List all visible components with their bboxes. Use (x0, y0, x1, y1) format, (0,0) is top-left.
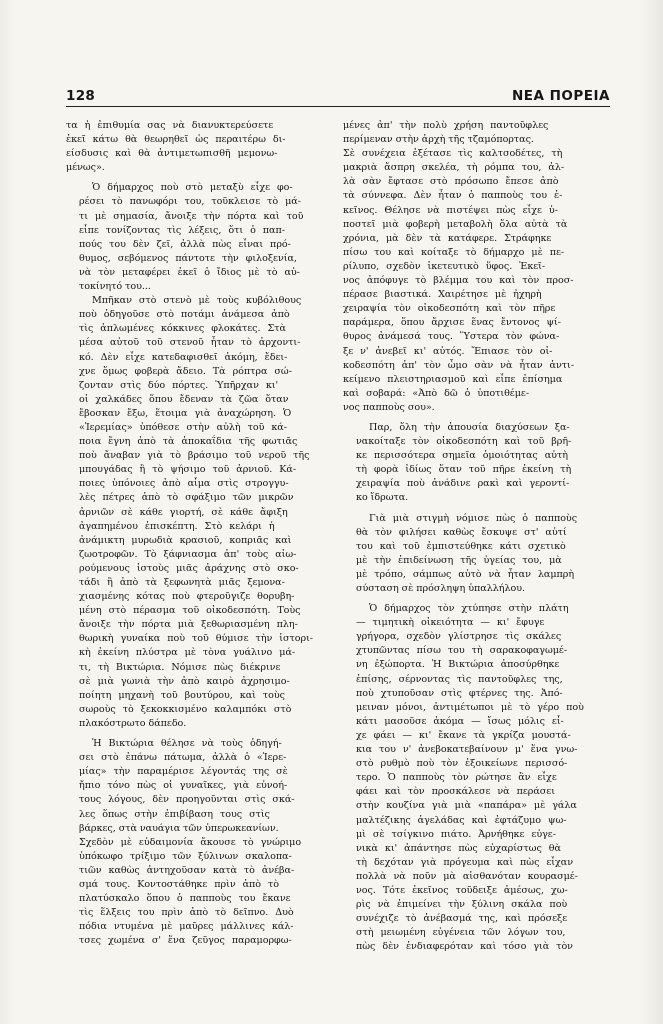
header-rule (66, 106, 610, 107)
text-line: χιασμένης κότας ποὺ φτεροῦγιζε θορυβη- (79, 591, 295, 603)
text-line: ἔβοσκαν ἔξω, ἕτοιμα γιὰ ἀναχώρηση. Ὁ (79, 407, 292, 419)
text-line: λὰ σὰν ἔφτασε στὸ πρόσωπο ἔπεσε ἀπὸ (343, 176, 559, 188)
text-line: ἄνοιξε τὴν πόρτα μιὰ ξεθωριασμένη πλη- (79, 619, 298, 631)
text-line: πὼς δὲν ἐνδιαφερόταν καὶ τόσο γιὰ τὸν (356, 941, 573, 953)
text-line: τὰ σύννεφα. Δὲν ἦταν ὁ παπποὺς του ἐ- (343, 190, 563, 202)
text-line: νος. Τότε ἐκεῖνος τοῦδειξε ἀμέσως, χω- (356, 884, 568, 896)
text-line: κό. Δὲν εἶχε κατεδαφισθεῖ ἀκόμη, ἔδει- (79, 351, 288, 363)
text-line: θυρος ἀνάμεσά τους. Ὕστερα τὸν φώνα- (343, 331, 560, 343)
text-line: κοδεσπότη ἀπ' τὸν ὦμο σὰν νὰ ἦταν ἀντι- (343, 359, 574, 371)
paragraph (66, 737, 327, 948)
text-line: ποιες ὑπόνοιες ἀπὸ αἷμα στὶς στρογγυ- (79, 478, 289, 490)
text-line: κεῖνος. Θέλησε νὰ πιστέψει πὼς εἶχε ὑ- (343, 204, 558, 216)
text-line: εἶπε τονίζοντας τὶς λέξεις, ὅτι ὁ παπ- (79, 224, 285, 236)
text-line: βάρκες, στὰ ναυάγια τῶν ὑπερωκεανίων. (79, 822, 279, 834)
text-line: ποστεῖ μιὰ φοβερὴ μεταβολὴ ὅλα αὐτὰ τὰ (343, 218, 568, 230)
paragraph (343, 421, 609, 512)
text-line: τι μὲ σημασία, ἄνοιξε τὴν πόρτα καὶ τοῦ (79, 210, 304, 222)
text-line: μέσα αὐτοῦ τοῦ στενοῦ ἦταν τὸ ἀρχοντι- (79, 337, 301, 349)
text-line: συνέχιζε τὸ ἀνέβασμά της, καὶ πρόσεξε (356, 913, 568, 925)
text-line: ποὺ χτυποῦσαν στὶς φτέρνες της. Ἀπό- (356, 687, 563, 699)
text-line: ρέσει τὸ πανωφόρι του, τοῦκλεισε τὸ μά- (79, 196, 301, 208)
text-line: τσες χωμένα σ' ἕνα ζεῦγος παραμορφω- (79, 935, 292, 947)
text-line: Μπῆκαν στὸ στενὸ μὲ τοὺς κυβόλιθους (92, 295, 302, 307)
text-line: Παρ, ὅλη τὴν ἀπουσία διαχύσεων ξα- (369, 421, 570, 433)
text-line: ἀγαπημένου ἐπισκέπτη. Στὸ κελάρι ἡ (79, 520, 275, 532)
text-line: πολλὰ νὰ ποῦν μὰ αἰσθανόταν κουρασμέ- (356, 870, 578, 882)
paragraph (66, 119, 327, 181)
text-line: Σχεδὸν μὲ εὐδαιμονία ἄκουσε τὸ γνώριμο (79, 836, 302, 848)
paragraph (66, 294, 327, 737)
text-line: ρούμενους ἱστοὺς μιᾶς ἀράχνης στὸ σκο- (79, 562, 299, 574)
text-line: νος παπποὺς σου». (343, 401, 435, 413)
text-line: κάτι μασοῦσε ἀκόμα — ἴσως μόλις εἶ- (356, 715, 564, 727)
text-line: κια του ν' ἀνεβοκατεβαίνουν μ' ἕνα γνω- (356, 744, 578, 756)
text-line: κὴ ἐκείνη πλύστρα μὲ τὸνα γυάλινο μά- (79, 647, 296, 659)
text-line: νικὰ κι' ἀπάντησε πὼς εὐχαρίστως θὰ (356, 842, 561, 854)
text-line: πίσω του καὶ κοίταξε τὸ δήμαρχο μὲ πε- (343, 246, 565, 258)
text-line: ἐπίσης, σέρνοντας τὶς παντοῦφλες της, (356, 673, 563, 685)
text-line: θυμος, σεβόμενος πάντοτε τὴν φιλοξενία, (79, 252, 297, 264)
text-line: ἐκεῖ κάτω θὰ θεωρηθεῖ ὡς περαιτέρω δι- (66, 134, 286, 146)
text-line: χρόνια, μὰ δὲν τὰ κατάφερε. Στράφηκε (343, 232, 552, 244)
paragraph (343, 119, 609, 421)
text-line: χειραψία ποὺ ἀνάδινε ρακὶ καὶ γεροντί- (356, 478, 570, 490)
text-line: Ἡ Βικτώρια θέλησε νὰ τοὺς ὁδηγή- (92, 738, 282, 750)
text-line: μὶ σὲ τσίγκινο πιάτο. Ἀρνήθηκε εὐγε- (356, 828, 556, 840)
paragraph (343, 602, 609, 954)
text-line: στὴν κουζίνα γιὰ μιὰ «παπάρα» μὲ γάλα (356, 800, 577, 812)
text-line: νακοίταξε τὸν οἰκοδεσπότη καὶ τοῦ βρῆ- (356, 436, 572, 448)
text-line: χνε ὅμως φοβερὰ ἄδειο. Τὰ ρόπτρα σώ- (79, 365, 292, 377)
text-line: ἀρνιῶν σὲ κάθε γιορτή, σὲ κάθε ἄφιξη (79, 506, 288, 518)
text-line: ρίλυπο, σχεδὸν ἱκετευτικὸ ὕφος. Ἐκεῖ- (343, 260, 546, 272)
text-line: χε φάει — κι' ἔκανε τὰ γκρίζα μουστά- (356, 729, 571, 741)
text-line: νη ἐξώπορτα. Ἡ Βικτώρια ἀποσύρθηκε (356, 659, 560, 671)
text-line: χτυπῶντας πίσω του τὴ σαρακοφαγωμέ- (356, 645, 568, 657)
running-title: ΝΕΑ ΠΟΡΕΙΑ (511, 88, 610, 104)
text-line: μαλτέζικης ἀγελάδας καὶ ἐφτάζυμο ψω- (356, 814, 567, 826)
text-line: νος ἀπόφυγε τὸ βλέμμα του καὶ τὸν προσ- (343, 275, 574, 287)
text-line: κείμενο πλειστηριασμοῦ καὶ εἶπε ἐπίσημα (343, 373, 563, 385)
text-line: μακριὰ ἄσπρη σκελέα, τὴ ρόμπα του, ἀλ- (343, 162, 565, 174)
text-line: πλακόστρωτο δάπεδο. (79, 717, 187, 729)
text-line: ποὺ ὁδηγοῦσε στὸ ποτάμι ἀνάμεσα ἀπὸ (79, 309, 290, 321)
text-line: φάει καὶ τὸν προσκάλεσε νὰ περάσει (356, 786, 555, 798)
text-line: μένη στὸ πέρασμα τοῦ οἰκοδεσπότη. Τοὺς (79, 605, 301, 617)
text-line: τοκίνητό του... (79, 281, 151, 293)
text-line: χειραψία τὸν οἰκοδεσπότη καὶ τὸν πῆρε (343, 303, 556, 315)
text-line: — τιμητικὴ οἰκειότητα — κι' ἔφυγε (356, 617, 545, 629)
text-line: ζονταν στὶς δύο πόρτες. Ὑπῆρχαν κι' (79, 379, 279, 391)
text-line: του καὶ τοῦ ἐμπιστεύθηκε κάτι σχετικὸ (356, 540, 566, 552)
text-line: θὰ τὸν φιλήσει καθὼς ἔσκυψε στ' αὐτί (356, 526, 567, 538)
page-header (66, 82, 610, 106)
text-line: λὲς πέτρες ἀπὸ τὸ σφάξιμο τῶν μικρῶν (79, 492, 294, 504)
text-line: ὑπόκωφο τρίξιμο τῶν ξύλινων σκαλοπα- (79, 850, 292, 862)
text-line: τιῶν καθὼς ἀντηχοῦσαν κατὰ τὸ ἀνέβα- (79, 864, 295, 876)
text-line: σωροὺς τὸ ξεκοκκισμένο καλαμπόκι στὸ (79, 703, 292, 715)
text-line: μὲ τρόπο, σάμπως αὐτὸ νὰ ἦταν λαμπρὴ (356, 568, 575, 580)
right-text-column (343, 119, 609, 954)
text-line: μίας» τὴν παραμέρισε λέγοντάς της σὲ (79, 766, 288, 778)
text-line: σμά τους. Κοντοστάθηκε πρὶν ἀπὸ τὸ (79, 878, 280, 890)
text-line: ποὺ ἄναβαν γιὰ τὸ βράσιμο τοῦ νεροῦ τῆς (79, 450, 310, 462)
text-line: στὸ ρυθμὸ ποὺ τὸν ἐξοικείωνε περισσό- (356, 758, 568, 770)
text-line: πόδια ντυμένα μὲ μαῦρες μάλλινες κάλ- (79, 921, 294, 933)
text-line: περίμεναν στὴν ἀρχὴ τῆς τζαμόπορτας. (343, 134, 534, 146)
text-line: μένως». (66, 162, 105, 174)
text-line: μὲ τὴν ἐπιδείνωση τῆς ὑγείας του, μὰ (356, 554, 562, 566)
text-line: μειναν μόνοι, ἀντιμέτωποι μὲ τὸ γέρο ποὺ (356, 701, 584, 713)
paragraph (66, 181, 327, 294)
text-line: παράμερα, ὅπου ἄρχισε ἕνας ἔντονος ψί- (343, 317, 561, 329)
text-line: γρήγορα, σχεδὸν γλίστρησε τὶς σκάλες (356, 631, 562, 643)
text-line: πέρασε βιαστικά. Χαιρέτησε μὲ ἠχηρὴ (343, 289, 542, 301)
text-line: τὶς ἁπλωμένες κόκκινες φλοκάτες. Στὰ (79, 323, 286, 335)
text-line: πλατύσκαλο ὅπου ὁ παπποὺς του ἔκανε (79, 893, 291, 905)
text-line: στὴ μειωμένη εὐγένεια τῶν λόγων του, (356, 927, 566, 939)
text-line: Ὁ δήμαρχος ποὺ στὸ μεταξὺ εἶχε φο- (92, 182, 293, 194)
text-line: σὲ μιὰ γωνιὰ τὴν ἀπὸ καιρὸ ἀχρησιμο- (79, 675, 290, 687)
text-line: τι, τὴ Βικτώρια. Νόμισε πὼς διέκρινε (79, 661, 281, 673)
text-line: σει στὸ ἐπάνω πάτωμα, ἀλλὰ ὁ «Ἱερε- (79, 752, 287, 764)
text-line: τους λόγους, δὲν προηγοῦνται στὶς σκά- (79, 794, 295, 806)
text-line: είσδυσις καὶ θὰ ἀντιμετωπισθῆ μεμονω- (66, 148, 278, 160)
text-line: τὴ φορὰ ἰδίως ὅταν τοῦ πῆρε ἐκείνη τὴ (356, 464, 572, 476)
text-line: ζωοτροφῶν. Τὸ ξάφνιασμα ἀπ' τοὺς αἰω- (79, 548, 297, 560)
text-line: ποίητη μηχανὴ τοῦ βουτύρου, καὶ τοὺς (79, 689, 285, 701)
text-line: Ὁ δήμαρχος τὸν χτύπησε στὴν πλάτη (369, 603, 569, 615)
text-line: ρὶς νὰ ἐπιμείνει τὴν ξύλινη σκάλα ποὺ (356, 899, 568, 911)
text-line: νὰ τὸν μεταφέρει ἐκεῖ ὁ ἴδιος μὲ τὸ αὐ- (79, 266, 300, 278)
text-line: ξε ν' ἀνεβεῖ κι' αὐτός. Ἔπιασε τὸν οἰ- (343, 345, 553, 357)
text-line: τάδι ἢ ἀπὸ τὰ ξεφωνητὰ μιᾶς ξεμονα- (79, 577, 285, 588)
paragraph (343, 512, 609, 603)
text-line: τὴ δεχόταν γιὰ πρόγευμα καὶ πὼς εἶχαν (356, 856, 573, 868)
text-line: τὶς ἕλξεις του πρὶν ἀπὸ τὸ δεῖπνο. Δυὸ (79, 907, 294, 919)
text-line: «Ἱερεμίας» ὑπόθεσε στὴν αὐλὴ τοῦ κά- (79, 421, 287, 433)
text-line: οἱ χαλκάδες ὅπου ἔδεναν τὰ ζῶα ὅταν (79, 393, 289, 405)
text-line: τα ἡ ἐπιθυμία σας νὰ διανυκτερεύσετε (66, 120, 274, 131)
text-line: μένες ἀπ' τὴν πολὺ χρήση παντοῦφλες (343, 120, 549, 131)
text-line: τερο. Ὁ παπποὺς τὸν ρώτησε ἂν εἶχε (356, 772, 557, 784)
text-line: μπουγάδας ἢ τὸ ψήσιμο τοῦ ἀρνιοῦ. Κά- (79, 464, 297, 476)
text-line: σύσταση σὲ πρόσληψη ὑπαλλήλου. (356, 583, 525, 594)
text-line: καὶ σοβαρά: «Ἀπὸ δῶ ὁ ὑποτιθέμε- (343, 387, 530, 399)
left-text-column (66, 119, 327, 948)
text-line: κε περισσότερα σημεῖα ὁμοιότητας αὐτὴ (356, 450, 568, 462)
text-line: ποια ἔγνη ἀπὸ τὰ ἀποκαΐδια τῆς φωτιᾶς (79, 436, 298, 448)
text-line: Σὲ συνέχεια ἐξέτασε τὶς καλτσοδέτες, τὴ (343, 148, 563, 160)
text-line: κο ἵδρωτα. (356, 492, 409, 504)
page-number: 128 (66, 88, 96, 104)
text-line: θωρικὴ γυναίκα ποὺ τοῦ θύμισε τὴν ἱστορι- (79, 633, 313, 645)
text-line: Γιὰ μιὰ στιγμὴ νόμισε πὼς ὁ παπποὺς (369, 512, 578, 524)
text-line: πούς του δὲν ζεῖ, ἀλλὰ πὼς εἶναι πρό- (79, 238, 291, 250)
text-line: ἀνάμικτη μυρωδιὰ κρασιοῦ, κοπριᾶς καὶ (79, 534, 292, 546)
text-line: λες ὅπως στὴν ἐπιβίβαση τους στὶς (79, 808, 270, 820)
text-line: ἤπιο τόνο πὼς οἱ γυναῖκες, γιὰ εὐνοή- (79, 780, 288, 792)
